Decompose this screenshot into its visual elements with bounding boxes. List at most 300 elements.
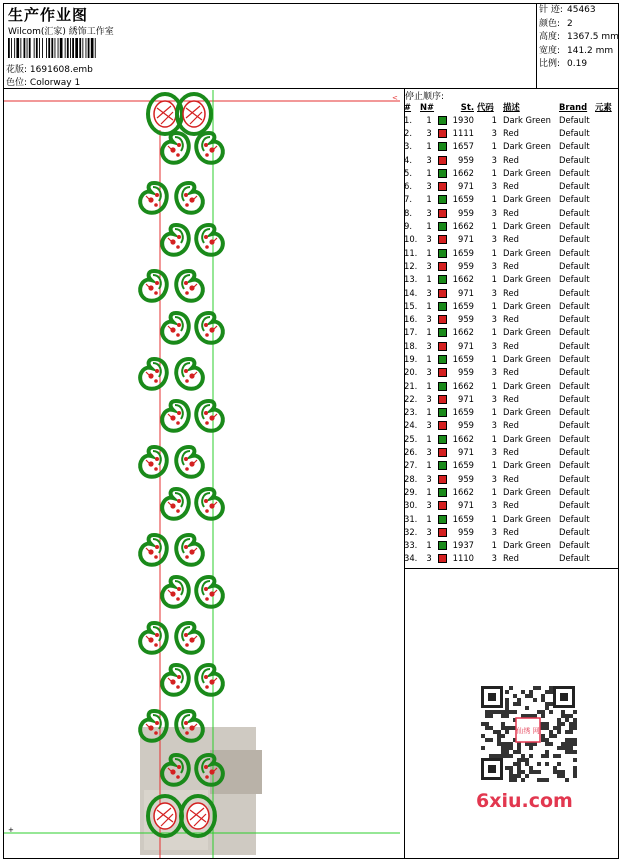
row-element: [595, 206, 612, 219]
color-swatch-icon: [438, 501, 447, 510]
row-stitches: 1111: [452, 127, 474, 138]
row-index: 8.: [404, 207, 412, 218]
row-stitches: 1930: [452, 114, 474, 125]
paisley-motif: [162, 225, 189, 255]
row-index: 25.: [404, 433, 418, 444]
row-code: 3: [491, 367, 497, 378]
row-needle: 1: [426, 513, 432, 524]
row-code: 3: [491, 234, 497, 245]
stat-stitches: 针 迹: 45463: [539, 5, 596, 15]
embroidery-design-preview: [4, 90, 404, 858]
row-description: Red: [503, 234, 519, 245]
row-code: 1: [491, 353, 497, 364]
row-brand: Default: [559, 553, 590, 564]
color-swatch: [438, 339, 450, 352]
table-row: [404, 273, 612, 286]
row-element: [595, 193, 612, 206]
row-stitches: 971: [458, 234, 474, 245]
row-index: 26.: [404, 447, 418, 458]
row-element: [595, 459, 612, 472]
col-brand: Brand: [559, 102, 588, 112]
paisley-motif: [196, 133, 223, 163]
row-element: [595, 419, 612, 432]
row-index: 6.: [404, 181, 412, 192]
color-swatch-icon: [438, 289, 447, 298]
row-element: [595, 286, 612, 299]
table-row: [404, 326, 612, 339]
row-element: [595, 472, 612, 485]
row-code: 1: [491, 194, 497, 205]
table-row: [404, 432, 612, 445]
color-swatch-icon: [438, 249, 447, 258]
row-stitches: 971: [458, 340, 474, 351]
table-row: [404, 392, 612, 405]
color-swatch: [438, 273, 450, 286]
row-element: [595, 539, 612, 552]
row-index: 33.: [404, 540, 418, 551]
design-file-value: 1691608.emb: [29, 65, 93, 75]
row-element: [595, 352, 612, 365]
row-code: 3: [491, 287, 497, 298]
row-description: Red: [503, 340, 519, 351]
row-brand: Default: [559, 407, 590, 418]
color-swatch-icon: [438, 395, 447, 404]
row-description: Red: [503, 500, 519, 511]
row-needle: 3: [426, 154, 432, 165]
row-element: [595, 432, 612, 445]
color-swatch: [438, 499, 450, 512]
row-needle: 3: [426, 207, 432, 218]
table-row: [404, 485, 612, 498]
row-index: 11.: [404, 247, 418, 258]
row-code: 3: [491, 500, 497, 511]
color-swatch: [438, 485, 450, 498]
row-code: 1: [491, 433, 497, 444]
paisley-motif: [196, 665, 223, 695]
paisley-motif: [162, 489, 189, 519]
row-index: 30.: [404, 500, 418, 511]
row-needle: 3: [426, 260, 432, 271]
paisley-motif: [140, 271, 167, 301]
row-stitches: 959: [458, 260, 474, 271]
table-row: [404, 525, 612, 538]
row-element: [595, 326, 612, 339]
table-row: [404, 259, 612, 272]
row-needle: 1: [426, 433, 432, 444]
row-index: 7.: [404, 194, 412, 205]
row-description: Red: [503, 154, 519, 165]
row-code: 3: [491, 526, 497, 537]
row-description: Dark Green: [503, 353, 551, 364]
color-swatch-icon: [438, 435, 447, 444]
col-element: 元素: [595, 102, 612, 112]
row-brand: Default: [559, 340, 590, 351]
row-description: Dark Green: [503, 513, 551, 524]
color-swatch-icon: [438, 222, 447, 231]
row-element: [595, 259, 612, 272]
design-label: 花版:: [6, 65, 28, 75]
row-code: 1: [491, 513, 497, 524]
row-index: 14.: [404, 287, 418, 298]
row-needle: 3: [426, 553, 432, 564]
row-description: Red: [503, 393, 519, 404]
row-description: Dark Green: [503, 221, 551, 232]
paisley-motif: [196, 401, 223, 431]
row-element: [595, 233, 612, 246]
row-code: 1: [491, 274, 497, 285]
row-element: [595, 179, 612, 192]
row-code: 3: [491, 314, 497, 325]
row-description: Red: [503, 447, 519, 458]
row-description: Dark Green: [503, 274, 551, 285]
header-divider: [3, 88, 619, 89]
row-stitches: 959: [458, 367, 474, 378]
row-index: 5.: [404, 167, 412, 178]
color-swatch-icon: [438, 461, 447, 470]
color-swatch: [438, 459, 450, 472]
row-code: 1: [491, 486, 497, 497]
color-swatch: [438, 153, 450, 166]
row-description: Dark Green: [503, 380, 551, 391]
color-swatch-icon: [438, 421, 447, 430]
row-code: 1: [491, 221, 497, 232]
row-brand: Default: [559, 154, 590, 165]
row-brand: Default: [559, 540, 590, 551]
paisley-motif: [196, 225, 223, 255]
row-description: Dark Green: [503, 247, 551, 258]
table-row: [404, 459, 612, 472]
row-description: Dark Green: [503, 460, 551, 471]
row-needle: 3: [426, 500, 432, 511]
paisley-motif: [140, 447, 167, 477]
row-element: [595, 552, 612, 565]
color-swatch-icon: [438, 368, 447, 377]
color-swatch-icon: [438, 129, 447, 138]
row-description: Dark Green: [503, 433, 551, 444]
color-swatch: [438, 406, 450, 419]
row-stitches: 1662: [452, 274, 474, 285]
row-stitches: 1657: [452, 141, 474, 152]
row-brand: Default: [559, 127, 590, 138]
col-stitches: St.: [460, 102, 474, 112]
stat-width: 宽度: 141.2 mm: [539, 45, 614, 56]
row-needle: 1: [426, 274, 432, 285]
row-brand: Default: [559, 460, 590, 471]
row-brand: Default: [559, 221, 590, 232]
paisley-motif: [162, 401, 189, 431]
row-element: [595, 273, 612, 286]
paisley-motif: [162, 665, 189, 695]
row-index: 15.: [404, 300, 418, 311]
row-element: [595, 246, 612, 259]
color-swatch: [438, 259, 450, 272]
row-code: 1: [491, 327, 497, 338]
row-code: 3: [491, 420, 497, 431]
row-stitches: 959: [458, 420, 474, 431]
row-stitches: 1659: [452, 194, 474, 205]
row-description: Red: [503, 314, 519, 325]
row-brand: Default: [559, 274, 590, 285]
row-stitches: 971: [458, 393, 474, 404]
table-row: [404, 419, 612, 432]
fabric-photo-detail: [210, 750, 262, 794]
row-code: 1: [491, 380, 497, 391]
row-element: [595, 499, 612, 512]
row-brand: Default: [559, 513, 590, 524]
row-index: 3.: [404, 141, 412, 152]
color-swatch: [438, 419, 450, 432]
stats-panel: [539, 4, 619, 72]
colorway-label: 色位:: [6, 78, 28, 88]
row-code: 3: [491, 154, 497, 165]
row-description: Dark Green: [503, 300, 551, 311]
color-swatch-icon: [438, 328, 447, 337]
table-row: [404, 286, 612, 299]
table-row: [404, 299, 612, 312]
row-needle: 1: [426, 300, 432, 311]
color-swatch-icon: [438, 302, 447, 311]
row-brand: Default: [559, 260, 590, 271]
color-swatch: [438, 193, 450, 206]
row-description: Dark Green: [503, 540, 551, 551]
row-index: 23.: [404, 407, 418, 418]
table-row: [404, 512, 612, 525]
table-row: [404, 219, 612, 232]
row-element: [595, 153, 612, 166]
color-swatch-icon: [438, 116, 447, 125]
color-swatch-icon: [438, 195, 447, 204]
row-element: [595, 512, 612, 525]
paisley-motif: [162, 577, 189, 607]
row-brand: Default: [559, 314, 590, 325]
row-needle: 3: [426, 127, 432, 138]
row-brand: Default: [559, 367, 590, 378]
table-row: [404, 366, 612, 379]
row-index: 2.: [404, 127, 412, 138]
row-code: 1: [491, 247, 497, 258]
row-brand: Default: [559, 380, 590, 391]
color-swatch-icon: [438, 182, 447, 191]
row-index: 32.: [404, 526, 418, 537]
row-stitches: 1110: [452, 553, 474, 564]
row-description: Dark Green: [503, 327, 551, 338]
row-stitches: 959: [458, 207, 474, 218]
row-brand: Default: [559, 327, 590, 338]
qr-code-icon: [471, 680, 585, 786]
row-index: 19.: [404, 353, 418, 364]
color-swatch: [438, 140, 450, 153]
col-needle: N#: [420, 102, 435, 112]
table-row: [404, 379, 612, 392]
table-row: [404, 339, 612, 352]
table-row: [404, 193, 612, 206]
row-code: 1: [491, 540, 497, 551]
paisley-motif: [162, 313, 189, 343]
row-brand: Default: [559, 234, 590, 245]
row-description: Red: [503, 420, 519, 431]
table-bottom-divider: [404, 568, 619, 569]
col-description: 描述: [503, 102, 520, 112]
row-stitches: 1659: [452, 513, 474, 524]
row-stitches: 1662: [452, 486, 474, 497]
row-needle: 1: [426, 407, 432, 418]
paisley-motif: [162, 133, 189, 163]
row-stitches: 959: [458, 314, 474, 325]
row-index: 9.: [404, 221, 412, 232]
stop-sequence-table: [404, 101, 612, 565]
color-swatch-icon: [438, 315, 447, 324]
row-element: [595, 339, 612, 352]
row-needle: 1: [426, 167, 432, 178]
row-code: 1: [491, 167, 497, 178]
row-needle: 1: [426, 353, 432, 364]
row-index: 13.: [404, 274, 418, 285]
company-name: Wilcom(汇家) 綉饰工作室: [8, 27, 114, 37]
row-index: 24.: [404, 420, 418, 431]
row-index: 22.: [404, 393, 418, 404]
row-brand: Default: [559, 353, 590, 364]
color-swatch-icon: [438, 169, 447, 178]
row-description: Red: [503, 473, 519, 484]
table-row: [404, 246, 612, 259]
paisley-motif: [176, 623, 203, 653]
row-description: Red: [503, 127, 519, 138]
color-swatch-icon: [438, 355, 447, 364]
row-description: Dark Green: [503, 141, 551, 152]
row-element: [595, 166, 612, 179]
row-stitches: 1659: [452, 460, 474, 471]
row-element: [595, 366, 612, 379]
row-needle: 1: [426, 486, 432, 497]
color-swatch: [438, 206, 450, 219]
design-file-line: [6, 62, 93, 75]
row-index: 10.: [404, 234, 418, 245]
row-brand: Default: [559, 420, 590, 431]
color-swatch: [438, 246, 450, 259]
table-row: [404, 153, 612, 166]
colorway-value: Colorway 1: [29, 78, 81, 88]
row-brand: Default: [559, 194, 590, 205]
row-brand: Default: [559, 287, 590, 298]
paisley-motif: [140, 359, 167, 389]
row-stitches: 1662: [452, 221, 474, 232]
stat-colors: 颜色: 2: [539, 18, 573, 29]
row-index: 28.: [404, 473, 418, 484]
row-index: 27.: [404, 460, 418, 471]
row-description: Dark Green: [503, 167, 551, 178]
table-row: [404, 406, 612, 419]
row-needle: 3: [426, 234, 432, 245]
row-stitches: 1662: [452, 167, 474, 178]
color-swatch-icon: [438, 515, 447, 524]
row-description: Dark Green: [503, 486, 551, 497]
row-stitches: 1659: [452, 247, 474, 258]
row-needle: 1: [426, 221, 432, 232]
color-swatch-icon: [438, 408, 447, 417]
table-row: [404, 140, 612, 153]
row-needle: 1: [426, 247, 432, 258]
row-index: 17.: [404, 327, 418, 338]
paisley-motif: [176, 447, 203, 477]
row-brand: Default: [559, 141, 590, 152]
row-index: 34.: [404, 553, 418, 564]
color-swatch-icon: [438, 342, 447, 351]
row-stitches: 971: [458, 500, 474, 511]
row-stitches: 1662: [452, 327, 474, 338]
row-code: 1: [491, 114, 497, 125]
color-swatch: [438, 326, 450, 339]
table-row: [404, 539, 612, 552]
row-needle: 3: [426, 420, 432, 431]
row-code: 3: [491, 181, 497, 192]
row-code: 3: [491, 447, 497, 458]
row-element: [595, 379, 612, 392]
row-code: 1: [491, 300, 497, 311]
color-swatch: [438, 432, 450, 445]
color-swatch: [438, 219, 450, 232]
color-swatch-icon: [438, 554, 447, 563]
row-brand: Default: [559, 247, 590, 258]
row-brand: Default: [559, 486, 590, 497]
row-element: [595, 126, 612, 139]
row-stitches: 1662: [452, 380, 474, 391]
row-needle: 3: [426, 393, 432, 404]
row-code: 3: [491, 473, 497, 484]
row-index: 12.: [404, 260, 418, 271]
row-needle: 3: [426, 181, 432, 192]
paisley-motif: [196, 577, 223, 607]
table-row: [404, 552, 612, 565]
row-stitches: 1662: [452, 433, 474, 444]
color-swatch: [438, 312, 450, 325]
paisley-motif: [140, 183, 167, 213]
color-swatch-icon: [438, 541, 447, 550]
qr-caption: 仙绣 网: [516, 727, 540, 735]
row-description: Red: [503, 181, 519, 192]
color-swatch: [438, 379, 450, 392]
row-needle: 1: [426, 540, 432, 551]
row-brand: Default: [559, 447, 590, 458]
color-swatch: [438, 113, 450, 126]
color-swatch: [438, 552, 450, 565]
row-stitches: 971: [458, 181, 474, 192]
row-stitches: 1659: [452, 353, 474, 364]
row-needle: 1: [426, 327, 432, 338]
paisley-motif: [176, 271, 203, 301]
row-description: Red: [503, 287, 519, 298]
row-needle: 1: [426, 141, 432, 152]
row-index: 16.: [404, 314, 418, 325]
col-swatch: [438, 101, 450, 113]
row-description: Red: [503, 526, 519, 537]
row-brand: Default: [559, 433, 590, 444]
row-stitches: 959: [458, 154, 474, 165]
paisley-motif: [140, 535, 167, 565]
row-brand: Default: [559, 393, 590, 404]
row-description: Dark Green: [503, 407, 551, 418]
color-swatch-icon: [438, 262, 447, 271]
table-row: [404, 352, 612, 365]
row-description: Red: [503, 260, 519, 271]
row-code: 3: [491, 393, 497, 404]
color-swatch-icon: [438, 528, 447, 537]
row-brand: Default: [559, 114, 590, 125]
row-index: 29.: [404, 486, 418, 497]
row-code: 3: [491, 127, 497, 138]
color-swatch-icon: [438, 156, 447, 165]
row-description: Dark Green: [503, 114, 551, 125]
row-needle: 1: [426, 460, 432, 471]
